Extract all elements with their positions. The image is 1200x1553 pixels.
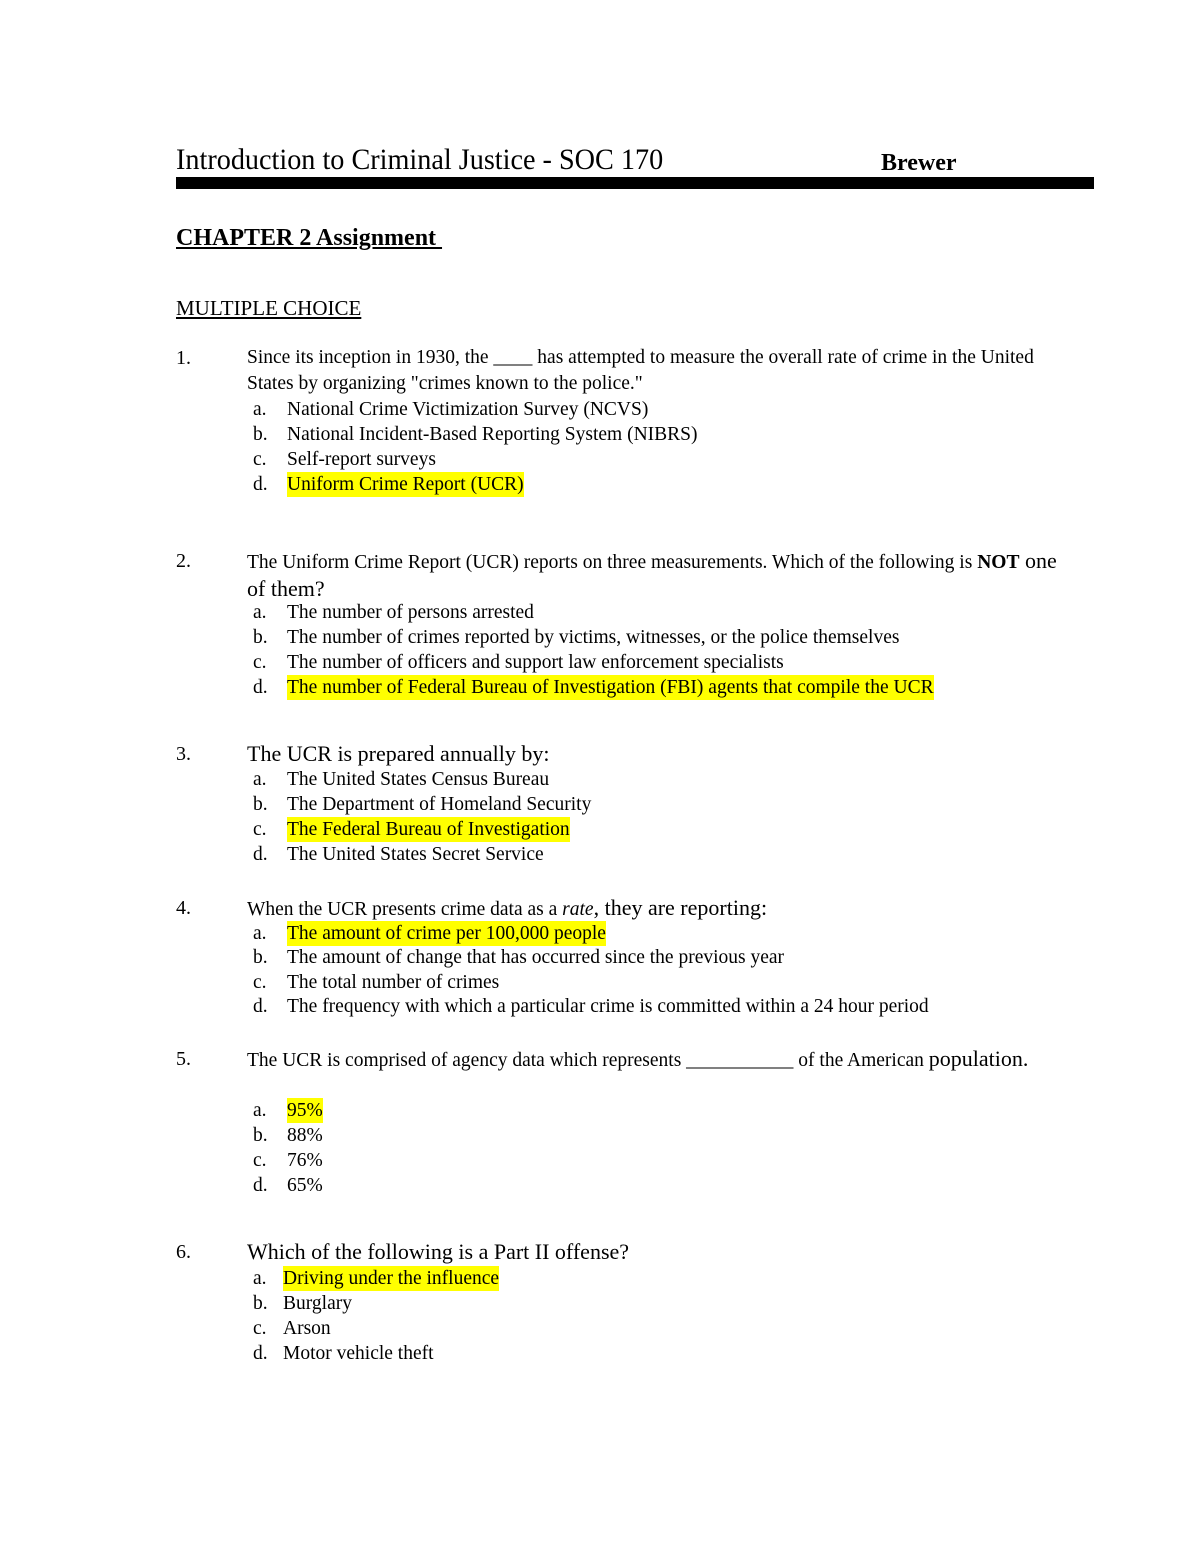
choice-text: 76% <box>287 1150 323 1171</box>
section-heading: MULTIPLE CHOICE <box>176 296 362 320</box>
choice-letter: b. <box>253 627 268 648</box>
choice-letter: c. <box>253 1150 267 1171</box>
choice-5a <box>0 1098 1200 1123</box>
choice-3c <box>0 817 1200 842</box>
choice-6b <box>0 1291 1200 1316</box>
question-text-italic: rate <box>562 899 594 920</box>
question-text-part: The Uniform Crime Report (UCR) reports on three measurements. Which of the following is <box>247 552 978 573</box>
choice-letter: b. <box>253 424 268 445</box>
choice-text: The United States Census Bureau <box>287 769 550 790</box>
choice-3d <box>0 842 1200 867</box>
choice-letter: c. <box>253 819 267 840</box>
choice-5c <box>0 1148 1200 1173</box>
question-text-part: Since its inception in 1930, the ____ has attempted to measure the overall rate of crime in the United States by organizing "crimes known to the police." <box>247 347 1034 394</box>
choice-4b <box>0 945 1200 970</box>
choice-1c <box>0 447 1200 472</box>
choice-text: The number of persons arrested <box>287 602 534 623</box>
question-text <box>247 895 1067 923</box>
question-number: 2. <box>176 550 191 572</box>
question-text-part: When the UCR presents crime data as a <box>247 899 563 920</box>
choice-1a <box>0 397 1200 422</box>
choice-1d <box>0 472 1200 497</box>
choice-letter: b. <box>253 947 268 968</box>
choice-text: The total number of crimes <box>287 972 500 993</box>
choice-4a <box>0 921 1200 946</box>
choice-letter: b. <box>253 1293 268 1314</box>
question-text <box>247 1239 1067 1267</box>
choice-text: The number of crimes reported by victims, witnesses, or the police themselves <box>287 627 900 648</box>
choice-text: 65% <box>287 1175 323 1196</box>
choice-text-correct: 95% <box>287 1100 323 1121</box>
question-text-part: The UCR is prepared annually by: <box>247 741 550 766</box>
choice-letter: a. <box>253 1100 267 1121</box>
choice-letter: d. <box>253 677 268 698</box>
choice-6c <box>0 1316 1200 1341</box>
question-text-part: one of them? <box>247 548 1057 601</box>
choice-text: Arson <box>283 1318 331 1339</box>
choice-text-correct: Driving under the influence <box>283 1268 500 1289</box>
choice-text: National Crime Victimization Survey (NCVS) <box>287 399 649 420</box>
choice-3a <box>0 767 1200 792</box>
choice-3b <box>0 792 1200 817</box>
choice-4d <box>0 994 1200 1019</box>
choice-5b <box>0 1123 1200 1148</box>
title-rule <box>176 177 1094 189</box>
choice-6a <box>0 1266 1200 1291</box>
choice-text: The number of officers and support law enforcement specialists <box>287 652 784 673</box>
choice-letter: a. <box>253 769 267 790</box>
choice-letter: d. <box>253 1175 268 1196</box>
choice-text: Burglary <box>283 1293 352 1314</box>
choice-5d <box>0 1173 1200 1198</box>
question-number: 5. <box>176 1048 191 1070</box>
document-title: Introduction to Criminal Justice - SOC 170 <box>176 143 664 176</box>
choice-6d <box>0 1341 1200 1366</box>
question-text <box>247 548 1067 604</box>
choice-2b <box>0 625 1200 650</box>
choice-text-correct: Uniform Crime Report (UCR) <box>287 474 524 495</box>
choice-letter: c. <box>253 449 267 470</box>
choice-letter: c. <box>253 652 267 673</box>
choice-text: The amount of change that has occurred since the previous year <box>287 947 785 968</box>
choice-2a <box>0 600 1200 625</box>
choice-1b <box>0 422 1200 447</box>
choice-letter: c. <box>253 1318 267 1339</box>
question-number: 4. <box>176 897 191 919</box>
choice-2d <box>0 675 1200 700</box>
choice-text-correct: The Federal Bureau of Investigation <box>287 819 570 840</box>
choice-text: The Department of Homeland Security <box>287 794 592 815</box>
choice-text: Self-report surveys <box>287 449 436 470</box>
chapter-heading: CHAPTER 2 Assignment <box>176 225 443 251</box>
choice-letter: a. <box>253 1268 267 1289</box>
question-number: 6. <box>176 1241 191 1263</box>
choice-letter: c. <box>253 972 267 993</box>
choice-4c <box>0 970 1200 995</box>
choice-text: National Incident-Based Reporting System (NIBRS) <box>287 424 698 445</box>
question-text-part: Which of the following is a Part II offense? <box>247 1239 630 1264</box>
question-text <box>247 741 1067 769</box>
choice-text-correct: The amount of crime per 100,000 people <box>287 923 606 944</box>
question-text <box>247 1046 1067 1074</box>
choice-text: 88% <box>287 1125 323 1146</box>
question-text-part: , they are reporting: <box>593 895 768 920</box>
question-text-bold: NOT <box>977 552 1020 573</box>
choice-letter: d. <box>253 1343 268 1364</box>
question-number: 1. <box>176 347 191 369</box>
choice-letter: b. <box>253 1125 268 1146</box>
choice-text: The frequency with which a particular crime is committed within a 24 hour period <box>287 996 929 1017</box>
author-name: Brewer <box>881 150 957 176</box>
choice-letter: d. <box>253 844 268 865</box>
choice-letter: b. <box>253 794 268 815</box>
choice-text: Motor vehicle theft <box>283 1343 434 1364</box>
question-text <box>247 345 1067 397</box>
choice-letter: a. <box>253 923 267 944</box>
question-number: 3. <box>176 743 191 765</box>
choice-2c <box>0 650 1200 675</box>
choice-letter: d. <box>253 996 268 1017</box>
choice-text-correct: The number of Federal Bureau of Investigation (FBI) agents that compile the UCR <box>287 677 934 698</box>
choice-text: The United States Secret Service <box>287 844 544 865</box>
choice-letter: a. <box>253 399 267 420</box>
question-text-part: population. <box>928 1046 1029 1071</box>
question-text-part: The UCR is comprised of agency data which represents ___________ of the American <box>247 1050 929 1071</box>
choice-letter: d. <box>253 474 268 495</box>
choice-letter: a. <box>253 602 267 623</box>
